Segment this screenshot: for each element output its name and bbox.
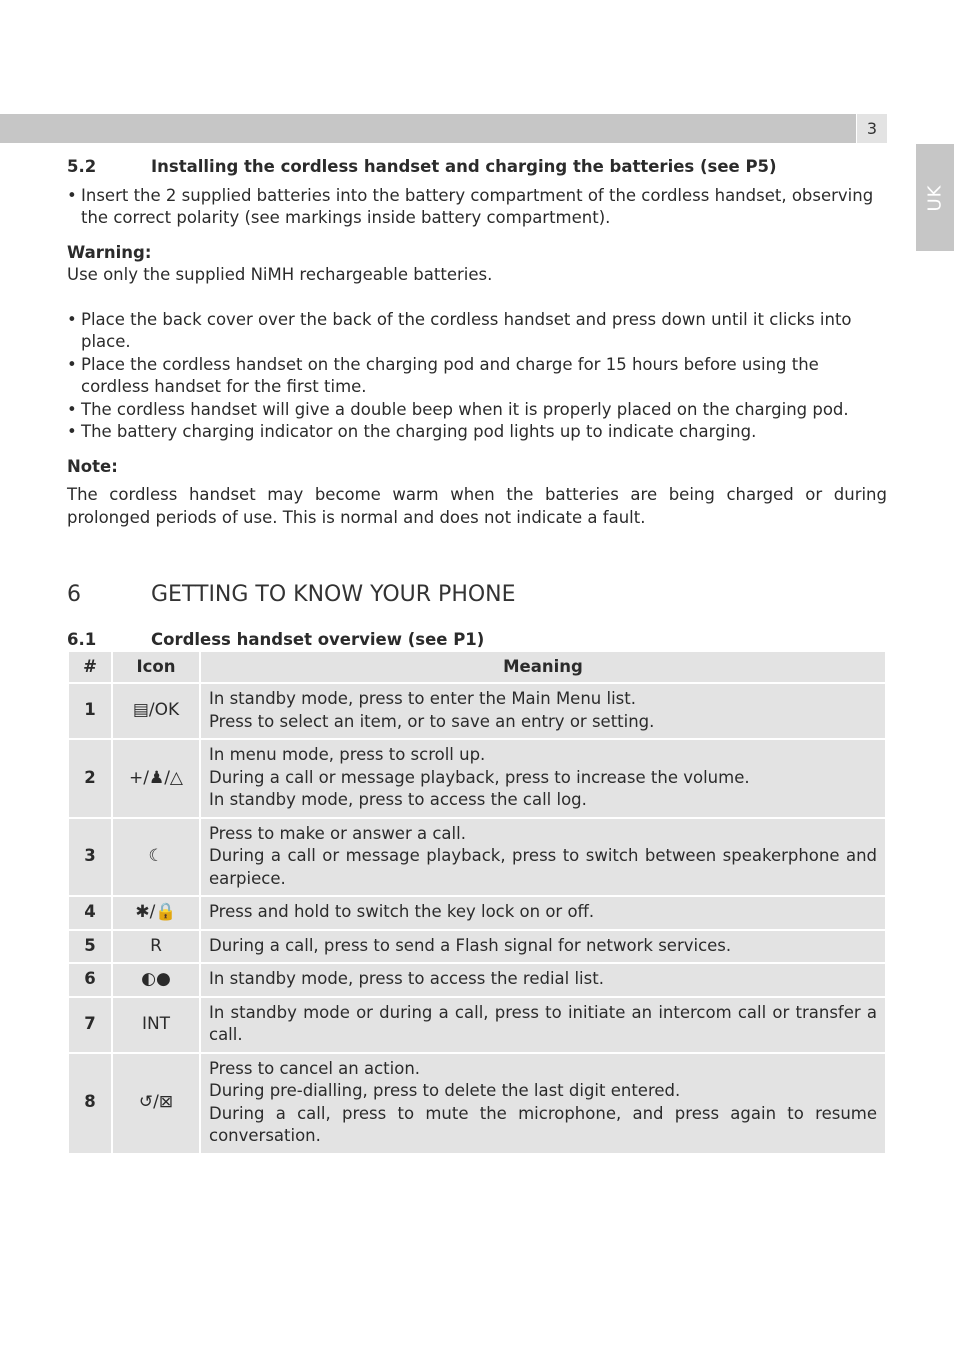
section-title: Cordless handset overview (see P1) — [151, 630, 485, 649]
meaning-line: In menu mode, press to scroll up. — [209, 745, 486, 764]
row-number: 7 — [69, 998, 111, 1052]
table-row — [69, 897, 885, 929]
row-meaning — [201, 740, 885, 817]
row-meaning — [201, 684, 885, 738]
table-row — [69, 740, 885, 817]
handset-overview-table — [67, 650, 887, 1155]
page-content — [67, 156, 887, 658]
meaning-line: During a call, press to mute the microphone, and press again to resume conversation. — [209, 1103, 877, 1145]
menu-ok-icon: ▤/OK — [113, 684, 199, 738]
section-6-heading — [67, 581, 887, 609]
table-row — [69, 964, 885, 996]
column-header-icon: Icon — [113, 652, 199, 682]
list-item: • The battery charging indicator on the charging pod lights up to indicate charging. — [67, 422, 757, 441]
row-number: 6 — [69, 964, 111, 996]
row-number: 5 — [69, 931, 111, 963]
note-label: Note: — [67, 456, 118, 476]
row-number: 8 — [69, 1054, 111, 1153]
column-header-num: # — [69, 652, 111, 682]
table-body — [69, 684, 885, 1153]
table-row — [69, 684, 885, 738]
warning-text: Use only the supplied NiMH rechargeable batteries. — [67, 265, 493, 284]
meaning-line: During pre-dialling, press to delete the last digit entered. — [209, 1081, 681, 1100]
table-row — [69, 1054, 885, 1153]
redial-icon: ◐● — [113, 964, 199, 996]
list-item: • Place the back cover over the back of the cordless handset and press down until it clicks into place. — [67, 309, 852, 351]
row-meaning — [201, 964, 885, 996]
language-tab — [916, 144, 954, 251]
row-meaning — [201, 819, 885, 896]
section-number: 6 — [67, 582, 81, 607]
row-number: 2 — [69, 740, 111, 817]
meaning-line: In standby mode, press to access the call log. — [209, 790, 587, 809]
list-item: • The cordless handset will give a double beep when it is properly placed on the charging pod. — [67, 399, 849, 419]
section-title: GETTING TO KNOW YOUR PHONE — [151, 582, 516, 607]
meaning-line: Press to cancel an action. — [209, 1058, 421, 1078]
row-meaning — [201, 998, 885, 1052]
meaning-line: In standby mode, press to access the redial list. — [209, 969, 604, 988]
section-number: 5.2 — [67, 157, 97, 176]
row-meaning — [201, 897, 885, 929]
table-row — [69, 931, 885, 963]
section-5-2-heading — [67, 156, 887, 179]
list-item: • Place the cordless handset on the charging pod and charge for 15 hours before using the cordless handset for the first time. — [67, 354, 819, 396]
page-number: 3 — [857, 114, 887, 143]
meaning-line: During a call, press to send a Flash signal for network services. — [209, 935, 732, 955]
intercom-icon: INT — [113, 998, 199, 1052]
row-meaning — [201, 931, 885, 963]
talk-speaker-icon: ☾ — [113, 819, 199, 896]
table-row — [69, 998, 885, 1052]
row-number: 1 — [69, 684, 111, 738]
meaning-line: In standby mode or during a call, press to initiate an intercom call or transfer a call. — [209, 1002, 877, 1044]
up-volume-calllog-icon: +/♟/△ — [113, 740, 199, 817]
star-keylock-icon: ✱/🔒 — [113, 897, 199, 929]
meaning-line: In standby mode, press to enter the Main Menu list. — [209, 689, 636, 708]
note-text: The cordless handset may become warm when the batteries are being charged or during prolonged periods of use. This is normal and does not indicate a fault. — [67, 485, 887, 527]
meaning-line: Press and hold to switch the key lock on or off. — [209, 902, 595, 921]
warning-label: Warning: — [67, 242, 152, 262]
meaning-line: During a call or message playback, press to increase the volume. — [209, 767, 750, 787]
row-meaning — [201, 1054, 885, 1153]
meaning-line: Press to select an item, or to save an entry or setting. — [209, 711, 655, 731]
column-header-meaning: Meaning — [201, 652, 885, 682]
section-number: 6.1 — [67, 630, 97, 649]
bullet-list-install — [67, 185, 887, 230]
table-row — [69, 819, 885, 896]
section-6-1-heading — [67, 629, 887, 652]
meaning-line: Press to make or answer a call. — [209, 823, 466, 843]
bullet-list-charging — [67, 309, 887, 444]
section-title: Installing the cordless handset and charging the batteries (see P5) — [151, 157, 777, 176]
table-header-row — [69, 652, 885, 682]
list-item: • Insert the 2 supplied batteries into the battery compartment of the cordless handset, observing the correct polarity (see markings inside battery compartment). — [67, 185, 874, 227]
flash-r-icon: R — [113, 931, 199, 963]
row-number: 4 — [69, 897, 111, 929]
meaning-line: During a call or message playback, press to switch between speakerphone and earpiece. — [209, 846, 877, 888]
back-mute-icon: ↺/⊠ — [113, 1054, 199, 1153]
language-tab-label: UK — [924, 184, 946, 211]
row-number: 3 — [69, 819, 111, 896]
header-bar — [0, 114, 856, 143]
